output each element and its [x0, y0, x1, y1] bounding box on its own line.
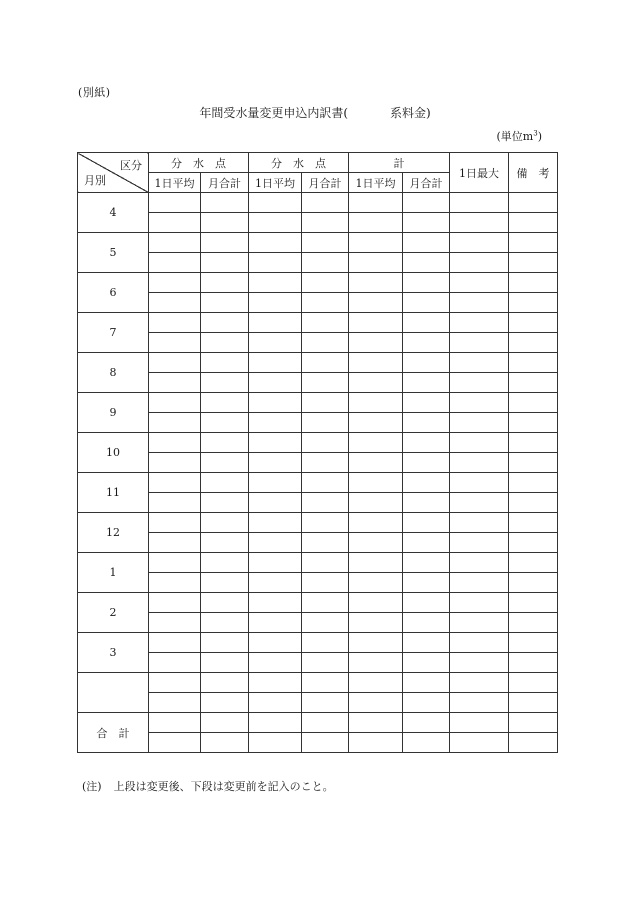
entry-cell[interactable]: [149, 593, 201, 613]
entry-cell[interactable]: [450, 333, 509, 353]
entry-cell[interactable]: [149, 573, 201, 593]
entry-cell[interactable]: [509, 733, 558, 753]
entry-cell[interactable]: [302, 553, 349, 573]
entry-cell[interactable]: [450, 613, 509, 633]
entry-cell[interactable]: [201, 693, 249, 713]
entry-cell[interactable]: [450, 413, 509, 433]
entry-cell[interactable]: [249, 333, 302, 353]
entry-cell[interactable]: [450, 713, 509, 733]
entry-cell[interactable]: [403, 233, 450, 253]
entry-cell[interactable]: [349, 613, 403, 633]
entry-cell[interactable]: [249, 673, 302, 693]
table-row-upper: [78, 393, 558, 413]
entry-cell[interactable]: [249, 273, 302, 293]
entry-cell[interactable]: [509, 713, 558, 733]
table-row-upper: [78, 433, 558, 453]
entry-cell[interactable]: [403, 653, 450, 673]
entry-cell[interactable]: [149, 413, 201, 433]
entry-cell[interactable]: [450, 573, 509, 593]
entry-cell[interactable]: [201, 473, 249, 493]
entry-cell[interactable]: [403, 453, 450, 473]
month-label: 10: [78, 433, 149, 473]
entry-cell[interactable]: [349, 373, 403, 393]
entry-cell[interactable]: [450, 633, 509, 653]
entry-cell[interactable]: [509, 613, 558, 633]
table-row-upper: [78, 673, 558, 693]
entry-cell[interactable]: [302, 633, 349, 653]
unit-prefix: (単位m: [496, 130, 534, 143]
entry-cell[interactable]: [149, 653, 201, 673]
table-row-upper: [78, 593, 558, 613]
entry-cell[interactable]: [201, 733, 249, 753]
entry-cell[interactable]: [201, 433, 249, 453]
entry-cell[interactable]: [349, 413, 403, 433]
entry-cell[interactable]: [403, 533, 450, 553]
entry-cell[interactable]: [403, 353, 450, 373]
entry-cell[interactable]: [509, 593, 558, 613]
entry-cell[interactable]: [509, 573, 558, 593]
table-row-lower: [78, 373, 558, 393]
entry-cell[interactable]: [201, 673, 249, 693]
entry-cell[interactable]: [450, 353, 509, 373]
entry-cell[interactable]: [302, 513, 349, 533]
entry-cell[interactable]: [349, 713, 403, 733]
entry-cell[interactable]: [201, 513, 249, 533]
entry-cell[interactable]: [403, 633, 450, 653]
entry-cell[interactable]: [149, 233, 201, 253]
entry-cell[interactable]: [403, 433, 450, 453]
entry-cell[interactable]: [149, 253, 201, 273]
entry-cell[interactable]: [149, 333, 201, 353]
entry-cell[interactable]: [403, 413, 450, 433]
entry-cell[interactable]: [302, 373, 349, 393]
breakdown-table: [77, 152, 558, 753]
entry-cell[interactable]: [450, 253, 509, 273]
document-title: [0, 104, 630, 121]
footnote: [82, 778, 334, 794]
entry-cell[interactable]: [302, 273, 349, 293]
entry-cell[interactable]: [302, 573, 349, 593]
entry-cell[interactable]: [509, 313, 558, 333]
entry-cell[interactable]: [450, 673, 509, 693]
entry-cell[interactable]: [149, 213, 201, 233]
entry-cell[interactable]: [349, 293, 403, 313]
entry-cell[interactable]: [249, 393, 302, 413]
entry-cell[interactable]: [149, 293, 201, 313]
table-row-upper: [78, 473, 558, 493]
entry-cell[interactable]: [149, 313, 201, 333]
entry-cell[interactable]: [149, 373, 201, 393]
entry-cell[interactable]: [450, 733, 509, 753]
entry-cell[interactable]: [302, 473, 349, 493]
entry-cell[interactable]: [450, 453, 509, 473]
group-header-branch-2: 分 水 点: [249, 153, 349, 173]
entry-cell[interactable]: [450, 193, 509, 213]
entry-cell[interactable]: [201, 533, 249, 553]
entry-cell[interactable]: [450, 513, 509, 533]
entry-cell[interactable]: [201, 653, 249, 673]
entry-cell[interactable]: [450, 533, 509, 553]
entry-cell[interactable]: [149, 433, 201, 453]
entry-cell[interactable]: [403, 493, 450, 513]
entry-cell[interactable]: [403, 473, 450, 493]
entry-cell[interactable]: [249, 473, 302, 493]
entry-cell[interactable]: [509, 533, 558, 553]
entry-cell[interactable]: [302, 253, 349, 273]
entry-cell[interactable]: [403, 253, 450, 273]
entry-cell[interactable]: [509, 433, 558, 453]
table-row-upper: [78, 513, 558, 533]
entry-cell[interactable]: [403, 553, 450, 573]
entry-cell[interactable]: [450, 493, 509, 513]
entry-cell[interactable]: [349, 533, 403, 553]
title-main: 年間受水量変更申込内訳書(: [199, 106, 348, 120]
table-row-lower: [78, 693, 558, 713]
entry-cell[interactable]: [302, 613, 349, 633]
entry-cell[interactable]: [302, 233, 349, 253]
entry-cell[interactable]: [249, 573, 302, 593]
table-row-lower: [78, 573, 558, 593]
entry-cell[interactable]: [302, 193, 349, 213]
entry-cell[interactable]: [201, 233, 249, 253]
month-label: 11: [78, 473, 149, 513]
group-header-branch-1: 分 水 点: [149, 153, 249, 173]
remarks-header: 備 考: [509, 153, 558, 193]
entry-cell[interactable]: [249, 633, 302, 653]
entry-cell[interactable]: [201, 373, 249, 393]
entry-cell[interactable]: [450, 293, 509, 313]
entry-cell[interactable]: [149, 493, 201, 513]
entry-cell[interactable]: [403, 333, 450, 353]
entry-cell[interactable]: [201, 273, 249, 293]
entry-cell[interactable]: [201, 633, 249, 653]
entry-cell[interactable]: [349, 273, 403, 293]
entry-cell[interactable]: [349, 313, 403, 333]
table-row-upper: [78, 713, 558, 733]
entry-cell[interactable]: [450, 593, 509, 613]
entry-cell[interactable]: [349, 393, 403, 413]
entry-cell[interactable]: [249, 513, 302, 533]
entry-cell[interactable]: [201, 553, 249, 573]
month-label: 3: [78, 633, 149, 673]
entry-cell[interactable]: [403, 733, 450, 753]
sub-header: 月合計: [201, 173, 249, 193]
month-label: 6: [78, 273, 149, 313]
entry-cell[interactable]: [509, 233, 558, 253]
corner-cell: [78, 153, 149, 193]
entry-cell[interactable]: [201, 293, 249, 313]
footnote-text: 上段は変更後、下段は変更前を記入のこと。: [113, 780, 334, 793]
entry-cell[interactable]: [201, 333, 249, 353]
entry-cell[interactable]: [349, 653, 403, 673]
entry-cell[interactable]: [302, 353, 349, 373]
entry-cell[interactable]: [149, 553, 201, 573]
entry-cell[interactable]: [149, 273, 201, 293]
entry-cell[interactable]: [302, 393, 349, 413]
table-row-upper: [78, 633, 558, 653]
entry-cell[interactable]: [450, 213, 509, 233]
entry-cell[interactable]: [201, 313, 249, 333]
table-row-lower: [78, 413, 558, 433]
table-row-upper: [78, 233, 558, 253]
entry-cell[interactable]: [149, 193, 201, 213]
entry-cell[interactable]: [349, 553, 403, 573]
sub-header: 1日平均: [249, 173, 302, 193]
entry-cell[interactable]: [249, 693, 302, 713]
entry-cell[interactable]: [349, 333, 403, 353]
entry-cell[interactable]: [450, 313, 509, 333]
entry-cell[interactable]: [403, 673, 450, 693]
entry-cell[interactable]: [201, 253, 249, 273]
entry-cell[interactable]: [249, 213, 302, 233]
entry-cell[interactable]: [302, 313, 349, 333]
entry-cell[interactable]: [349, 493, 403, 513]
entry-cell[interactable]: [249, 653, 302, 673]
entry-cell[interactable]: [349, 513, 403, 533]
month-label: 4: [78, 193, 149, 233]
entry-cell[interactable]: [249, 453, 302, 473]
entry-cell[interactable]: [403, 573, 450, 593]
table-row-lower: [78, 293, 558, 313]
entry-cell[interactable]: [302, 213, 349, 233]
month-label: 9: [78, 393, 149, 433]
entry-cell[interactable]: [403, 193, 450, 213]
entry-cell[interactable]: [201, 193, 249, 213]
entry-cell[interactable]: [349, 693, 403, 713]
group-header-total: 計: [349, 153, 450, 173]
entry-cell[interactable]: [249, 493, 302, 513]
entry-cell[interactable]: [249, 293, 302, 313]
entry-cell[interactable]: [149, 673, 201, 693]
entry-cell[interactable]: [302, 533, 349, 553]
entry-cell[interactable]: [349, 633, 403, 653]
entry-cell[interactable]: [403, 393, 450, 413]
entry-cell[interactable]: [302, 733, 349, 753]
entry-cell[interactable]: [149, 513, 201, 533]
entry-cell[interactable]: [249, 713, 302, 733]
unit-suffix: ): [537, 130, 542, 143]
entry-cell[interactable]: [201, 713, 249, 733]
entry-cell[interactable]: [509, 673, 558, 693]
table-row-lower: [78, 333, 558, 353]
sub-header: 月合計: [403, 173, 450, 193]
corner-top-label: 区分: [120, 159, 142, 172]
entry-cell[interactable]: [249, 593, 302, 613]
entry-cell[interactable]: [403, 593, 450, 613]
entry-cell[interactable]: [302, 713, 349, 733]
entry-cell[interactable]: [249, 193, 302, 213]
entry-cell[interactable]: [249, 433, 302, 453]
entry-cell[interactable]: [403, 693, 450, 713]
month-label: [78, 673, 149, 713]
entry-cell[interactable]: [509, 193, 558, 213]
entry-cell[interactable]: [302, 293, 349, 313]
entry-cell[interactable]: [349, 573, 403, 593]
entry-cell[interactable]: [349, 433, 403, 453]
entry-cell[interactable]: [302, 453, 349, 473]
attachment-label: (別紙): [78, 86, 111, 99]
entry-cell[interactable]: [403, 373, 450, 393]
entry-cell[interactable]: [302, 413, 349, 433]
entry-cell[interactable]: [509, 653, 558, 673]
table-row-lower: [78, 733, 558, 753]
entry-cell[interactable]: [509, 493, 558, 513]
month-label: 2: [78, 593, 149, 633]
entry-cell[interactable]: [509, 453, 558, 473]
entry-cell[interactable]: [349, 593, 403, 613]
entry-cell[interactable]: [302, 433, 349, 453]
table-row-lower: [78, 253, 558, 273]
entry-cell[interactable]: [509, 273, 558, 293]
entry-cell[interactable]: [249, 353, 302, 373]
header-row-top: [78, 153, 558, 173]
unit-label: [497, 128, 543, 144]
entry-cell[interactable]: [249, 313, 302, 333]
entry-cell[interactable]: [509, 633, 558, 653]
entry-cell[interactable]: [149, 393, 201, 413]
entry-cell[interactable]: [201, 573, 249, 593]
entry-cell[interactable]: [149, 613, 201, 633]
table-row-upper: [78, 313, 558, 333]
entry-cell[interactable]: [201, 413, 249, 433]
entry-cell[interactable]: [201, 353, 249, 373]
entry-cell[interactable]: [509, 693, 558, 713]
corner-bottom-label: 月別: [84, 174, 106, 187]
month-label: 7: [78, 313, 149, 353]
entry-cell[interactable]: [249, 553, 302, 573]
entry-cell[interactable]: [302, 493, 349, 513]
entry-cell[interactable]: [509, 333, 558, 353]
table-row-lower: [78, 493, 558, 513]
month-label: 1: [78, 553, 149, 593]
footnote-label: (注): [82, 780, 102, 793]
entry-cell[interactable]: [149, 733, 201, 753]
table-row-lower: [78, 533, 558, 553]
entry-cell[interactable]: [249, 733, 302, 753]
entry-cell[interactable]: [450, 433, 509, 453]
entry-cell[interactable]: [509, 353, 558, 373]
entry-cell[interactable]: [349, 213, 403, 233]
table-row-lower: [78, 453, 558, 473]
month-label: 8: [78, 353, 149, 393]
entry-cell[interactable]: [509, 253, 558, 273]
entry-cell[interactable]: [509, 553, 558, 573]
entry-cell[interactable]: [201, 393, 249, 413]
unit-superscript: 3: [533, 129, 538, 138]
entry-cell[interactable]: [349, 673, 403, 693]
entry-cell[interactable]: [450, 553, 509, 573]
entry-cell[interactable]: [509, 413, 558, 433]
entry-cell[interactable]: [201, 493, 249, 513]
entry-cell[interactable]: [349, 253, 403, 273]
entry-cell[interactable]: [450, 373, 509, 393]
entry-cell[interactable]: [349, 473, 403, 493]
entry-cell[interactable]: [149, 533, 201, 553]
table-row-upper: [78, 193, 558, 213]
entry-cell[interactable]: [403, 613, 450, 633]
entry-cell[interactable]: [509, 373, 558, 393]
sub-header: 1日平均: [149, 173, 201, 193]
entry-cell[interactable]: [509, 213, 558, 233]
entry-cell[interactable]: [450, 233, 509, 253]
entry-cell[interactable]: [149, 693, 201, 713]
sub-header: 月合計: [302, 173, 349, 193]
entry-cell[interactable]: [149, 473, 201, 493]
entry-cell[interactable]: [201, 613, 249, 633]
entry-cell[interactable]: [149, 633, 201, 653]
entry-cell[interactable]: [149, 713, 201, 733]
entry-cell[interactable]: [302, 653, 349, 673]
title-suffix: 系料金): [390, 106, 431, 120]
entry-cell[interactable]: [403, 213, 450, 233]
month-label: 12: [78, 513, 149, 553]
entry-cell[interactable]: [349, 733, 403, 753]
entry-cell[interactable]: [249, 373, 302, 393]
entry-cell[interactable]: [302, 333, 349, 353]
entry-cell[interactable]: [201, 453, 249, 473]
entry-cell[interactable]: [201, 213, 249, 233]
table-row-lower: [78, 653, 558, 673]
entry-cell[interactable]: [403, 513, 450, 533]
month-label: 合 計: [78, 713, 149, 753]
entry-cell[interactable]: [509, 293, 558, 313]
table-row-upper: [78, 273, 558, 293]
max-header: 1日最大: [450, 153, 509, 193]
entry-cell[interactable]: [249, 253, 302, 273]
table-row-lower: [78, 613, 558, 633]
entry-cell[interactable]: [450, 653, 509, 673]
entry-cell[interactable]: [450, 693, 509, 713]
entry-cell[interactable]: [403, 313, 450, 333]
entry-cell[interactable]: [450, 473, 509, 493]
entry-cell[interactable]: [450, 273, 509, 293]
entry-cell[interactable]: [349, 233, 403, 253]
entry-cell[interactable]: [349, 193, 403, 213]
entry-cell[interactable]: [201, 593, 249, 613]
entry-cell[interactable]: [302, 593, 349, 613]
entry-cell[interactable]: [302, 673, 349, 693]
entry-cell[interactable]: [509, 513, 558, 533]
entry-cell[interactable]: [149, 453, 201, 473]
entry-cell[interactable]: [450, 393, 509, 413]
entry-cell[interactable]: [403, 273, 450, 293]
entry-cell[interactable]: [349, 453, 403, 473]
month-label: 5: [78, 233, 149, 273]
table-row-lower: [78, 213, 558, 233]
table-row-upper: [78, 353, 558, 373]
entry-cell[interactable]: [403, 293, 450, 313]
entry-cell[interactable]: [149, 353, 201, 373]
entry-cell[interactable]: [509, 393, 558, 413]
sub-header: 1日平均: [349, 173, 403, 193]
entry-cell[interactable]: [403, 713, 450, 733]
entry-cell[interactable]: [302, 693, 349, 713]
table-body: [78, 193, 558, 753]
entry-cell[interactable]: [249, 533, 302, 553]
entry-cell[interactable]: [249, 233, 302, 253]
table-row-upper: [78, 553, 558, 573]
entry-cell[interactable]: [349, 353, 403, 373]
entry-cell[interactable]: [249, 613, 302, 633]
entry-cell[interactable]: [509, 473, 558, 493]
entry-cell[interactable]: [249, 413, 302, 433]
